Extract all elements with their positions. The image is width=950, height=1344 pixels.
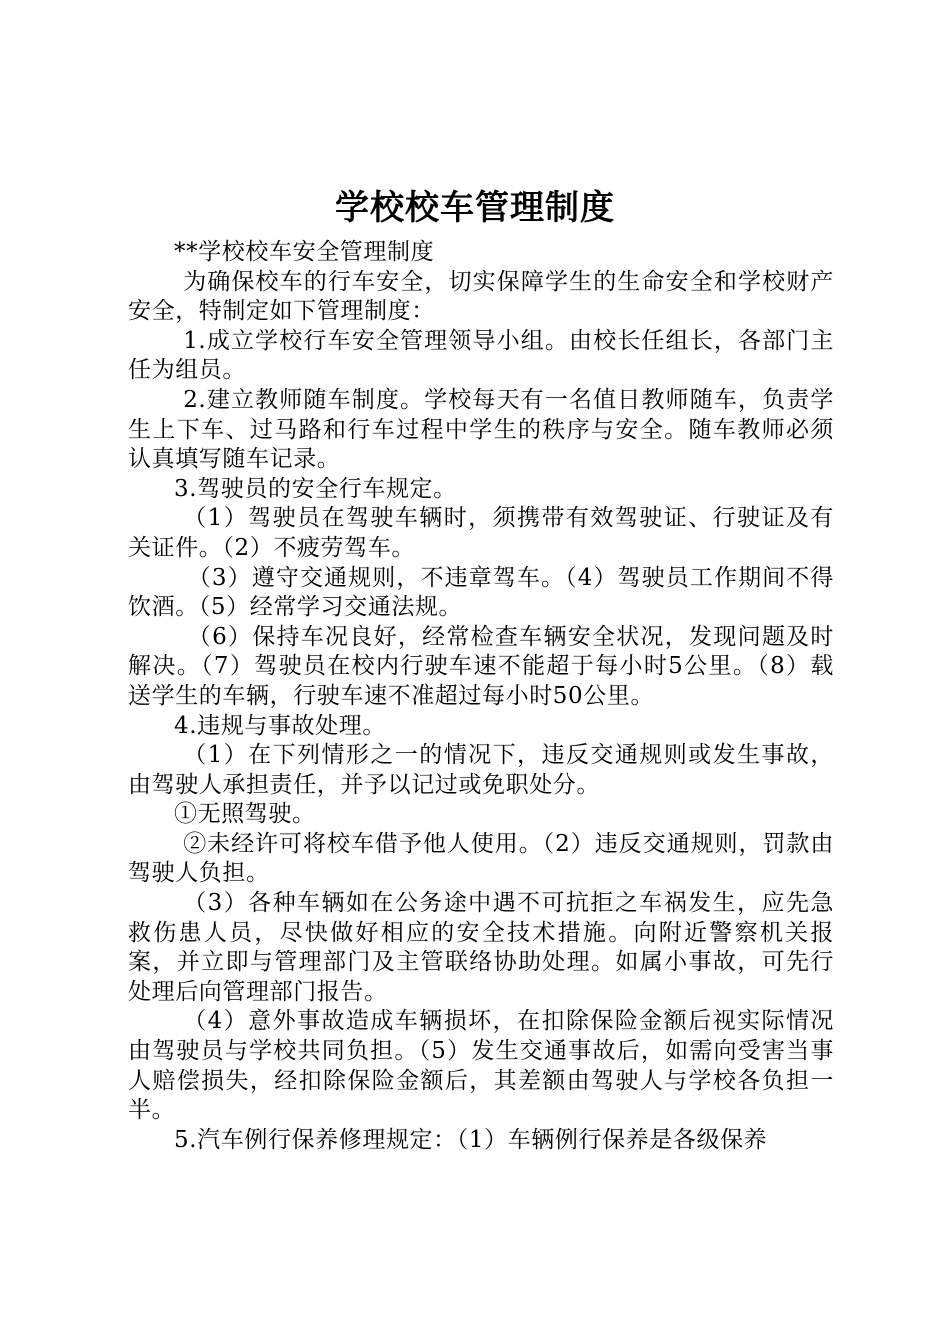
paragraph-rule-2: 2.建立教师随车制度。学校每天有一名值日教师随车，负责学生上下车、过马路和行车过程中学生的秩序与安全。随车教师必须认真填写随车记录。 xyxy=(128,386,834,473)
paragraph-intro: 为确保校车的行车安全，切实保障学生的生命安全和学校财产安全，特制定如下管理制度： xyxy=(128,268,834,325)
paragraph-rule-4-item-1: （1）在下列情形之一的情况下，违反交通规则或发生事故，由驾驶人承担责任，并予以记过或免职处分。 xyxy=(128,742,834,798)
paragraph-rule-4-item-4: （4）意外事故造成车辆损坏，在扣除保险金额后视实际情况由驾驶员与学校共同负担。（5）发生交通事故后，如需向受害当事人赔偿损失，经扣除保险金额后，其差额由驾驶人与学校各负担一半。 xyxy=(128,1008,834,1124)
paragraph-rule-5: 5.汽车例行保养修理规定：（1）车辆例行保养是各级保养 xyxy=(174,1126,768,1153)
paragraph-rule-4-sub-1: ①无照驾驶。 xyxy=(174,801,316,828)
paragraph-rule-4-sub-2: ②未经许可将校车借予他人使用。（2）违反交通规则，罚款由驾驶人负担。 xyxy=(128,830,834,887)
paragraph-rule-1: 1.成立学校行车安全管理领导小组。由校长任组长，各部门主任为组员。 xyxy=(128,327,834,384)
paragraph-rule-3-item-6: （6）保持车况良好，经常检查车辆安全状况，发现问题及时解决。（7）驾驶员在校内行驶车速不能超于每小时5公里。（8）载送学生的车辆，行驶车速不准超过每小时50公里。 xyxy=(128,623,834,709)
paragraph-rule-3: 3.驾驶员的安全行车规定。 xyxy=(174,475,457,502)
document-title: 学校校车管理制度 xyxy=(335,188,615,228)
paragraph-rule-3-item-1: （1）驾驶员在驾驶车辆时，须携带有效驾驶证、行驶证及有关证件。（2）不疲劳驾车。 xyxy=(128,505,834,561)
paragraph-heading: **学校校车安全管理制度 xyxy=(174,239,435,265)
paragraph-rule-4: 4.违规与事故处理。 xyxy=(174,712,386,739)
paragraph-rule-3-item-3: （3）遵守交通规则，不违章驾车。（4）驾驶员工作期间不得饮酒。（5）经常学习交通法规。 xyxy=(128,564,834,621)
document-body xyxy=(128,238,834,1155)
paragraph-rule-4-item-3: （3）各种车辆如在公务途中遇不可抗拒之车祸发生，应先急救伤患人员，尽快做好相应的安全技术措施。向附近警察机关报案，并立即与管理部门及主管联络协助处理。如属小事故，可先行处理后向管理部门报告。 xyxy=(128,890,834,1005)
